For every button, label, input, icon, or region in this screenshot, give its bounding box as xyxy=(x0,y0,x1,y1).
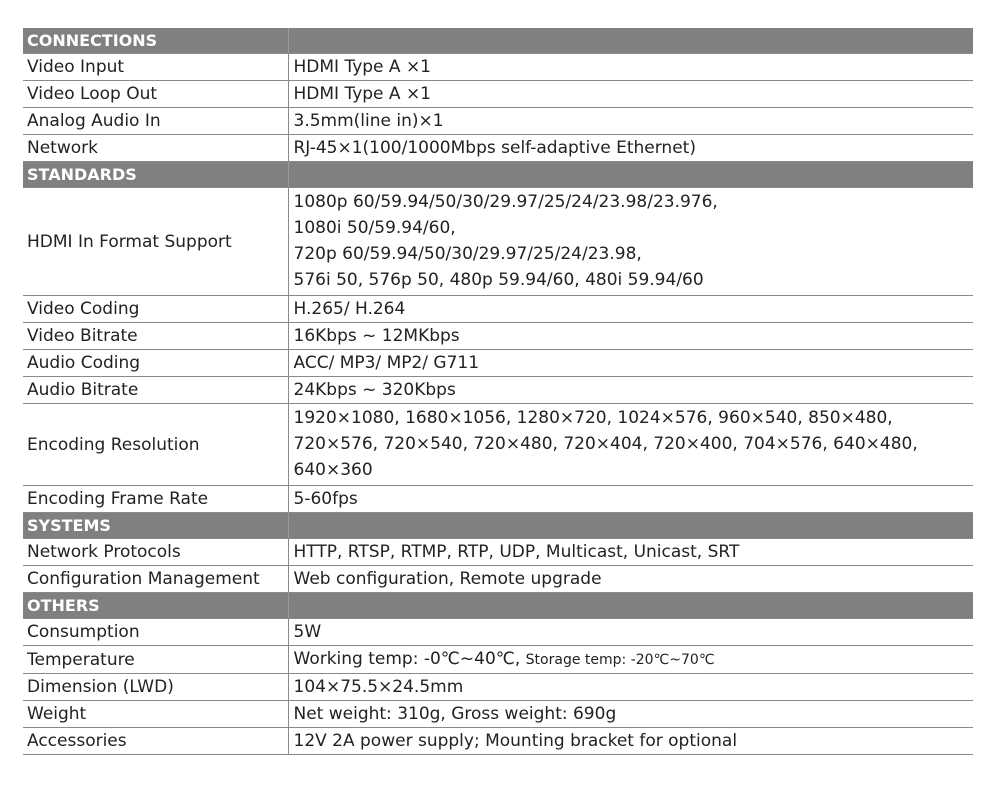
value-line: 1080i 50/59.94/60, xyxy=(293,218,456,238)
row-label: Video Loop Out xyxy=(23,81,288,108)
table-row xyxy=(23,566,973,593)
row-label: Network xyxy=(23,135,288,162)
row-value: HDMI Type A ×1 xyxy=(288,81,973,108)
row-label: Analog Audio In xyxy=(23,108,288,135)
row-label: Video Coding xyxy=(23,296,288,323)
row-value: 104×75.5×24.5mm xyxy=(288,674,973,701)
working-temp: Working temp: -0℃~40℃, xyxy=(293,649,526,669)
row-value: 3.5mm(line in)×1 xyxy=(288,108,973,135)
storage-temp: Storage temp: -20℃~70℃ xyxy=(525,652,715,668)
row-value: HTTP, RTSP, RTMP, RTP, UDP, Multicast, Unicast, SRT xyxy=(288,539,973,566)
row-value: 24Kbps ~ 320Kbps xyxy=(288,377,973,404)
row-value: 5-60fps xyxy=(288,486,973,513)
row-label: Network Protocols xyxy=(23,539,288,566)
row-label: Configuration Management xyxy=(23,566,288,593)
table-row xyxy=(23,350,973,377)
section-header-connections xyxy=(23,28,973,54)
value-line: 576i 50, 576p 50, 480p 59.94/60, 480i 59.94/60 xyxy=(293,270,704,290)
table-row xyxy=(23,619,973,646)
table-row xyxy=(23,188,973,296)
row-label: Temperature xyxy=(23,646,288,674)
table-row xyxy=(23,108,973,135)
table-row xyxy=(23,539,973,566)
row-value: 16Kbps ~ 12MKbps xyxy=(288,323,973,350)
section-title: CONNECTIONS xyxy=(23,28,288,54)
table-row xyxy=(23,404,973,486)
row-value xyxy=(288,188,973,296)
row-value: H.265/ H.264 xyxy=(288,296,973,323)
row-label: Accessories xyxy=(23,728,288,755)
table-row xyxy=(23,135,973,162)
row-label: Audio Bitrate xyxy=(23,377,288,404)
section-header-others xyxy=(23,593,973,619)
spec-table xyxy=(23,28,973,755)
row-label: Consumption xyxy=(23,619,288,646)
table-row xyxy=(23,323,973,350)
table-row xyxy=(23,81,973,108)
row-value: HDMI Type A ×1 xyxy=(288,54,973,81)
row-value xyxy=(288,646,973,674)
row-value: 5W xyxy=(288,619,973,646)
row-value: 12V 2A power supply; Mounting bracket for optional xyxy=(288,728,973,755)
row-label: Weight xyxy=(23,701,288,728)
table-row xyxy=(23,728,973,755)
table-row xyxy=(23,377,973,404)
row-label: Dimension (LWD) xyxy=(23,674,288,701)
row-value: RJ-45×1(100/1000Mbps self-adaptive Ethernet) xyxy=(288,135,973,162)
row-label: HDMI In Format Support xyxy=(23,188,288,296)
table-row xyxy=(23,54,973,81)
row-label: Video Input xyxy=(23,54,288,81)
row-label: Encoding Resolution xyxy=(23,404,288,486)
table-row xyxy=(23,486,973,513)
row-label: Audio Coding xyxy=(23,350,288,377)
value-line: 640×360 xyxy=(293,460,373,480)
section-header-systems xyxy=(23,513,973,539)
row-label: Video Bitrate xyxy=(23,323,288,350)
value-line: 720p 60/59.94/50/30/29.97/25/24/23.98, xyxy=(293,244,642,264)
value-line: 1080p 60/59.94/50/30/29.97/25/24/23.98/23.976, xyxy=(293,192,718,212)
value-line: 720×576, 720×540, 720×480, 720×404, 720×400, 704×576, 640×480, xyxy=(293,434,918,454)
table-row xyxy=(23,646,973,674)
row-label: Encoding Frame Rate xyxy=(23,486,288,513)
section-title: STANDARDS xyxy=(23,162,288,188)
table-row xyxy=(23,701,973,728)
section-title: SYSTEMS xyxy=(23,513,288,539)
row-value xyxy=(288,404,973,486)
table-row xyxy=(23,296,973,323)
section-header-standards xyxy=(23,162,973,188)
row-value: Web configuration, Remote upgrade xyxy=(288,566,973,593)
table-row xyxy=(23,674,973,701)
section-title: OTHERS xyxy=(23,593,288,619)
row-value: ACC/ MP3/ MP2/ G711 xyxy=(288,350,973,377)
value-line: 1920×1080, 1680×1056, 1280×720, 1024×576, 960×540, 850×480, xyxy=(293,408,893,428)
row-value: Net weight: 310g, Gross weight: 690g xyxy=(288,701,973,728)
